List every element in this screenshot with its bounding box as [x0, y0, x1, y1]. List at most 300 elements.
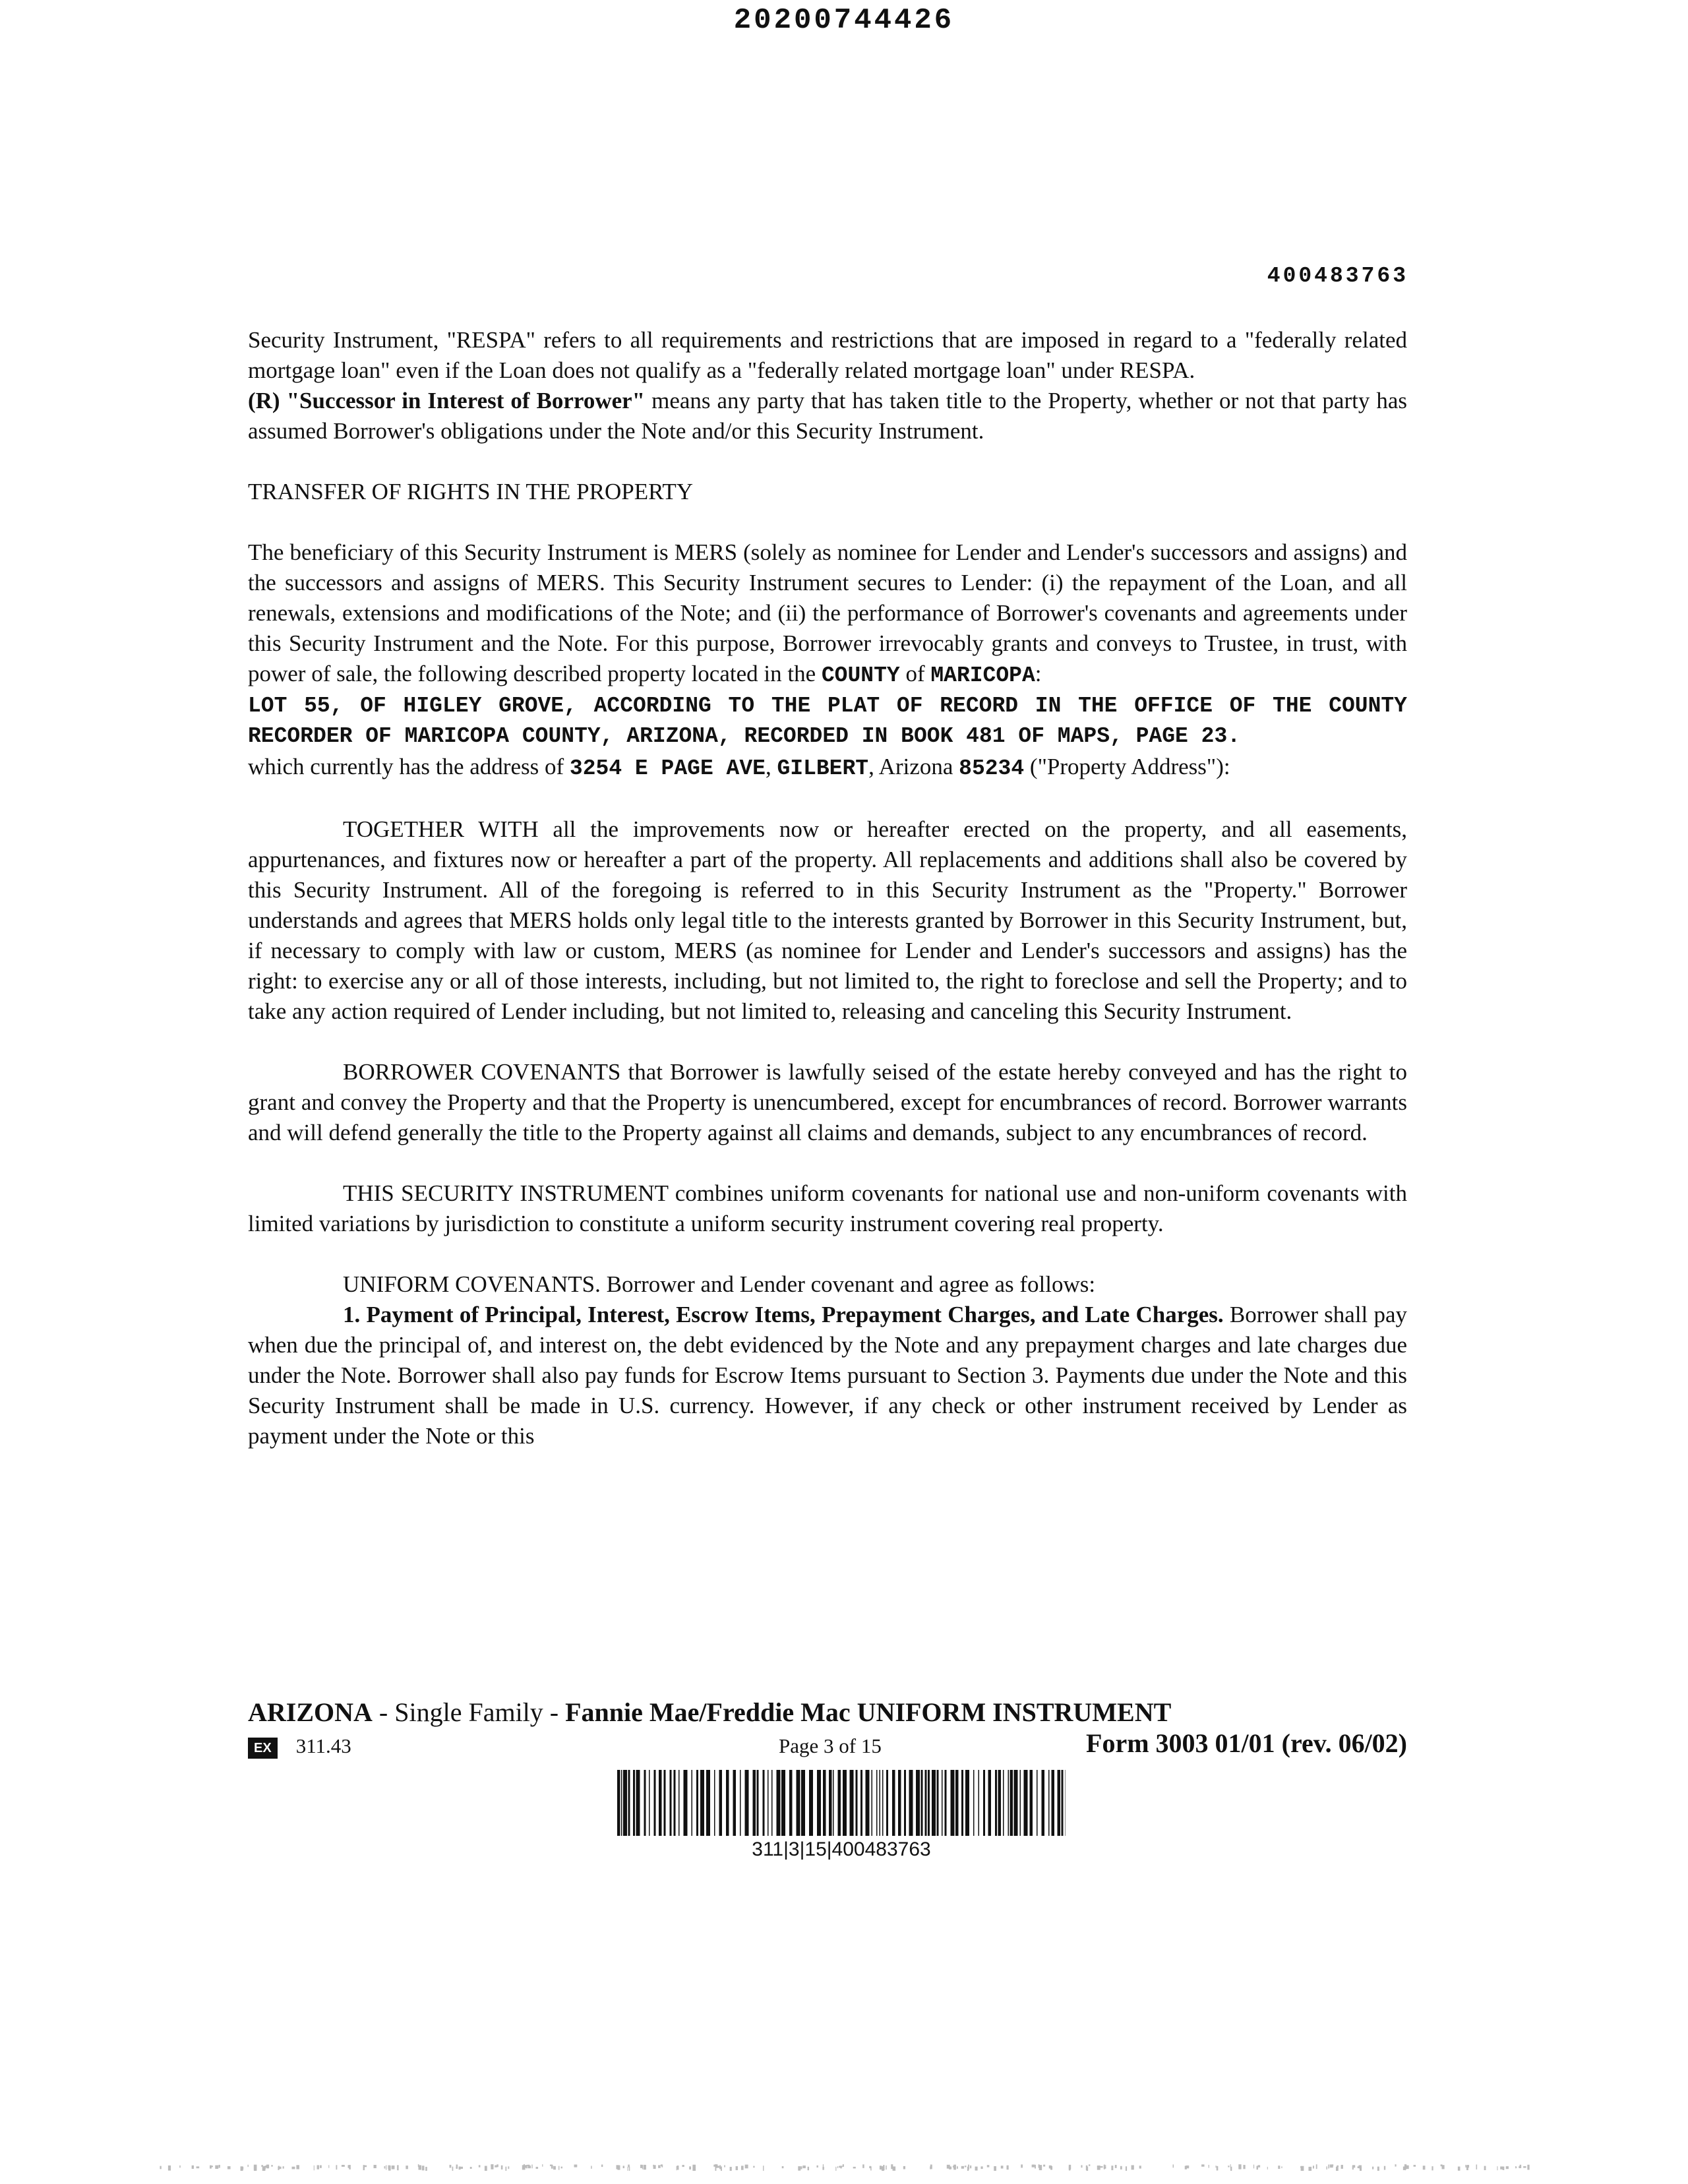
barcode-bar: [838, 1770, 841, 1836]
scan-artifact-mark: [1050, 2166, 1052, 2170]
scan-artifact-mark: [1032, 2165, 1035, 2168]
scan-artifact-mark: [553, 2166, 556, 2169]
scan-artifact-mark: [1230, 2167, 1232, 2171]
scan-artifact-mark: [1100, 2166, 1102, 2168]
scan-artifact-mark: [459, 2166, 461, 2169]
scan-artifact-mark: [348, 2165, 351, 2168]
barcode-bar: [988, 1770, 992, 1836]
scan-artifact-mark: [689, 2166, 691, 2169]
scan-artifact-mark: [975, 2167, 978, 2171]
barcode-bar: [1024, 1770, 1028, 1836]
barcode-bar: [670, 1770, 672, 1836]
scan-artifact-mark: [1465, 2165, 1466, 2168]
scan-artifact-mark: [215, 2166, 218, 2169]
scan-artifact-mark: [267, 2165, 268, 2167]
scan-artifact-mark: [317, 2165, 319, 2169]
scan-artifact-mark: [1337, 2166, 1339, 2167]
scan-artifact-mark: [1458, 2167, 1461, 2171]
barcode-bar: [757, 1770, 759, 1836]
scan-artifact-mark: [967, 2167, 969, 2171]
scan-artifact-mark: [1441, 2164, 1443, 2166]
barcode-bar: [892, 1770, 895, 1836]
scan-artifact-mark: [1326, 2166, 1327, 2169]
scan-artifact-mark: [957, 2166, 958, 2169]
barcode-bar: [768, 1770, 769, 1836]
scan-artifact-mark: [1043, 2165, 1045, 2167]
scan-artifact-mark: [1506, 2166, 1509, 2169]
barcode-bar: [1048, 1770, 1050, 1836]
barcode-bar: [700, 1770, 704, 1836]
scan-artifact-mark: [965, 2166, 967, 2167]
section-1-paragraph: [248, 1300, 1407, 1451]
scan-artifact-mark: [342, 2165, 345, 2167]
scan-artifact-mark: [524, 2164, 525, 2166]
street-address: 3254 E PAGE AVE: [569, 756, 766, 781]
scan-artifact-mark: [1097, 2166, 1100, 2170]
barcode-bar: [678, 1770, 680, 1836]
barcode-bar: [674, 1770, 676, 1836]
scan-artifact-mark: [1131, 2165, 1134, 2169]
scan-artifact-mark: [320, 2166, 322, 2168]
scan-artifact-mark: [242, 2167, 244, 2169]
scan-artifact-mark: [1258, 2165, 1261, 2167]
scan-artifact-mark: [1336, 2167, 1339, 2171]
scan-artifact-mark: [296, 2165, 299, 2169]
scan-artifact-mark: [528, 2165, 530, 2166]
scan-artifact-mark: [1104, 2167, 1106, 2169]
barcode-bar: [925, 1770, 927, 1836]
scan-artifact-mark: [501, 2166, 503, 2169]
barcode-bar: [714, 1770, 715, 1836]
footer-instrument-line: [248, 1697, 1171, 1728]
beneficiary-text: The beneficiary of this Security Instrument is MERS (solely as nominee for Lender and Lender's successors and assigns) and the successors and assigns of MERS. This Security Instrument secures to Lender: (i) the repayment of the Loan, and all renewals, extensions and modifications of the Note; and (ii) the performance of Borrower's covenants and agreements under this Security Instrument and the Note. For this purpose, Borrower irrevocably grants and conveys to Trustee, in trust, with power of sale, the following described property located in the: [248, 539, 1407, 686]
scan-artifact-mark: [692, 2165, 696, 2167]
scan-artifact-line: [158, 2164, 1530, 2171]
scan-artifact-mark: [1467, 2166, 1468, 2168]
barcode-bar: [880, 1770, 881, 1836]
scan-artifact-mark: [1519, 2166, 1521, 2168]
scan-artifact-mark: [314, 2166, 315, 2171]
scan-artifact-mark: [1120, 2166, 1122, 2169]
scan-artifact-mark: [661, 2164, 662, 2166]
barcode-bar: [856, 1770, 858, 1836]
scan-artifact-mark: [1384, 2166, 1385, 2170]
scan-artifact-mark: [505, 2167, 506, 2171]
scan-artifact-mark: [601, 2164, 603, 2167]
transfer-heading: TRANSFER OF RIGHTS IN THE PROPERTY: [248, 479, 693, 504]
scan-artifact-mark: [561, 2167, 562, 2169]
barcode-bar: [866, 1770, 870, 1836]
barcode-bar: [777, 1770, 781, 1836]
scan-artifact-mark: [798, 2166, 800, 2171]
successor-definition: means any party that has taken title to the Property, whether or not that party has assumed Borrower's obligations under the Note and/or this Security Instrument.: [248, 388, 1407, 444]
scan-artifact-mark: [160, 2166, 161, 2169]
barcode-bar: [942, 1770, 943, 1836]
barcode-bar: [916, 1770, 920, 1836]
scan-artifact-mark: [1316, 2164, 1317, 2169]
uniform-covenants-paragraph: UNIFORM COVENANTS. Borrower and Lender covenant and agree as follows:: [343, 1271, 1096, 1297]
scan-artifact-mark: [456, 2167, 457, 2169]
barcode-bar: [1062, 1770, 1064, 1836]
form-number: Form 3003 01/01 (rev. 06/02): [1086, 1728, 1407, 1758]
scan-artifact-mark: [816, 2166, 818, 2168]
barcode-bar: [719, 1770, 723, 1836]
scan-artifact-mark: [658, 2165, 661, 2168]
barcode-bar: [633, 1770, 635, 1836]
barcode-bar: [921, 1770, 923, 1836]
scan-artifact-mark: [970, 2166, 971, 2168]
scan-artifact-mark: [1115, 2165, 1117, 2168]
scan-artifact-mark: [1358, 2165, 1362, 2168]
scan-artifact-mark: [628, 2165, 630, 2168]
scan-artifact-mark: [227, 2166, 231, 2169]
scan-artifact-mark: [870, 2166, 871, 2170]
scan-artifact-mark: [1086, 2166, 1087, 2170]
barcode-bar: [692, 1770, 693, 1836]
scan-artifact-mark: [1527, 2165, 1529, 2170]
barcode-bar: [876, 1770, 878, 1836]
scan-artifact-mark: [531, 2164, 532, 2168]
barcode-bar: [628, 1770, 630, 1836]
barcode-bar: [995, 1770, 997, 1836]
property-address-line: [248, 752, 1407, 784]
scan-artifact-mark: [508, 2166, 509, 2169]
barcode-bar: [636, 1770, 640, 1836]
scan-artifact-mark: [574, 2165, 578, 2168]
barcode-bar: [850, 1770, 854, 1836]
barcode-bar: [945, 1770, 947, 1836]
scan-artifact-mark: [1267, 2167, 1268, 2169]
scan-artifact-mark: [450, 2165, 452, 2168]
scan-artifact-mark: [987, 2165, 990, 2167]
scan-artifact-mark: [1313, 2166, 1314, 2168]
barcode-bar: [979, 1770, 980, 1836]
scan-artifact-mark: [1243, 2165, 1245, 2169]
scan-artifact-mark: [550, 2165, 553, 2166]
barcode-bar: [740, 1770, 741, 1836]
barcode-bar: [860, 1770, 862, 1836]
scan-artifact-mark: [1328, 2164, 1329, 2168]
scan-artifact-mark: [1089, 2164, 1090, 2166]
scan-artifact-mark: [1503, 2167, 1505, 2170]
scan-artifact-mark: [719, 2165, 721, 2169]
scan-artifact-mark: [953, 2166, 954, 2167]
barcode-bar: [644, 1770, 646, 1836]
scan-artifact-mark: [1238, 2164, 1241, 2169]
scan-artifact-mark: [479, 2165, 481, 2167]
scan-artifact-mark: [261, 2165, 262, 2167]
barcode-icon: [617, 1770, 1066, 1836]
scan-artifact-mark: [364, 2166, 367, 2168]
barcode-bar: [1042, 1770, 1045, 1836]
barcode-bar: [733, 1770, 737, 1836]
scan-artifact-mark: [753, 2166, 754, 2168]
barcode-bar: [961, 1770, 963, 1836]
scan-artifact-mark: [891, 2164, 893, 2169]
scan-artifact-mark: [692, 2166, 696, 2171]
state-text: , Arizona: [868, 754, 959, 779]
scan-artifact-mark: [271, 2165, 272, 2167]
barcode-bar: [998, 1770, 1002, 1836]
scan-artifact-mark: [1414, 2165, 1416, 2167]
scan-artifact-mark: [1001, 2166, 1004, 2168]
scan-artifact-mark: [822, 2167, 824, 2170]
scan-artifact-mark: [763, 2166, 764, 2171]
barcode-bar: [649, 1770, 650, 1836]
barcode-bar: [898, 1770, 901, 1836]
scan-artifact-mark: [1281, 2166, 1282, 2168]
scan-artifact-mark: [823, 2164, 824, 2167]
barcode-bar: [797, 1770, 800, 1836]
scan-artifact-mark: [1111, 2166, 1113, 2170]
scan-artifact-mark: [1423, 2166, 1426, 2169]
ellie-mae-logo-icon: EX: [248, 1738, 278, 1759]
scan-artifact-mark: [1007, 2166, 1009, 2170]
of-word: of: [899, 661, 931, 686]
scan-artifact-mark: [1278, 2166, 1280, 2169]
page-number: Page 3 of 15: [779, 1734, 882, 1757]
barcode-bar: [882, 1770, 884, 1836]
barcode-bar: [664, 1770, 666, 1836]
scan-artifact-mark: [880, 2166, 882, 2169]
scan-artifact-mark: [536, 2167, 538, 2169]
footer-state: ARIZONA: [248, 1697, 373, 1727]
barcode-bar: [684, 1770, 688, 1836]
scan-artifact-mark: [1185, 2166, 1187, 2169]
scan-artifact-mark: [1308, 2167, 1311, 2171]
scan-artifact-mark: [1372, 2167, 1373, 2169]
scan-artifact-mark: [800, 2166, 802, 2169]
scan-artifact-mark: [485, 2166, 487, 2171]
county-type: COUNTY: [821, 663, 900, 688]
barcode-bar: [928, 1770, 930, 1836]
barcode-bar: [623, 1770, 627, 1836]
scan-artifact-mark: [745, 2165, 748, 2169]
barcode-bar: [823, 1770, 826, 1836]
beneficiary-paragraph: [248, 537, 1407, 691]
scan-artifact-mark: [653, 2165, 656, 2169]
barcode-bar: [1010, 1770, 1013, 1836]
barcode-bar: [706, 1770, 710, 1836]
scan-artifact-mark: [808, 2167, 809, 2170]
scan-artifact-mark: [491, 2164, 493, 2169]
barcode-bar: [872, 1770, 873, 1836]
zip-code: 85234: [959, 756, 1025, 781]
scan-artifact-mark: [1173, 2164, 1174, 2168]
barcode-bar: [621, 1770, 622, 1836]
footer-form-line: [248, 1730, 1407, 1763]
scan-artifact-mark: [1217, 2166, 1219, 2171]
colon: :: [1035, 661, 1042, 686]
scan-artifact-mark: [617, 2165, 619, 2169]
scan-artifact-mark: [1395, 2164, 1396, 2166]
barcode-bar: [696, 1770, 698, 1836]
address-suffix: ("Property Address"):: [1024, 754, 1230, 779]
barcode-bar: [617, 1770, 620, 1836]
scan-artifact-mark: [1341, 2165, 1343, 2169]
barcode-bar: [983, 1770, 985, 1836]
barcode-bar: [1014, 1770, 1018, 1836]
scan-artifact-mark: [283, 2166, 284, 2168]
scan-artifact-mark: [1228, 2166, 1229, 2167]
scan-artifact-mark: [169, 2167, 171, 2168]
scan-artifact-mark: [542, 2164, 543, 2167]
scan-artifact-mark: [262, 2167, 266, 2171]
barcode-bar: [886, 1770, 888, 1836]
scan-artifact-mark: [1069, 2166, 1071, 2170]
scan-artifact-mark: [741, 2166, 744, 2169]
scan-artifact-mark: [715, 2166, 716, 2171]
scan-artifact-mark: [730, 2167, 732, 2171]
scan-artifact-mark: [724, 2165, 725, 2167]
scan-artifact-mark: [682, 2165, 684, 2167]
scan-artifact-mark: [254, 2165, 257, 2170]
barcode-bar: [1020, 1770, 1021, 1836]
scan-artifact-mark: [397, 2165, 398, 2170]
scan-artifact-mark: [644, 2165, 646, 2169]
barcode-bar: [932, 1770, 936, 1836]
barcode-bar: [829, 1770, 832, 1836]
scan-artifact-mark: [425, 2167, 427, 2171]
scan-artifact-mark: [862, 2164, 864, 2168]
scan-artifact-mark: [495, 2166, 497, 2168]
scan-artifact-mark: [994, 2166, 996, 2171]
scan-artifact-mark: [1215, 2166, 1216, 2168]
scan-artifact-mark: [1139, 2166, 1141, 2168]
barcode-bar: [955, 1770, 959, 1836]
barcode-bar: [965, 1770, 969, 1836]
scan-artifact-mark: [406, 2166, 408, 2169]
scan-artifact-mark: [1021, 2164, 1023, 2168]
scan-artifact-mark: [1035, 2165, 1036, 2169]
scan-artifact-mark: [1523, 2166, 1526, 2168]
scan-artifact-mark: [328, 2165, 329, 2168]
barcode-bar: [1030, 1770, 1033, 1836]
together-with-paragraph: TOGETHER WITH all the improvements now or hereafter erected on the property, and all easements, appurtenances, and fixtures now or hereafter a part of the property. All replacements and additions shall also be covered by this Security Instrument. All of the foregoing is referred to in this Security Instrument as the "Property." Borrower understands and agrees that MERS holds only legal title to the interests granted by Borrower in this Security Instrument, but, if necessary to comply with law or custom, MERS (as nominee for Lender and Lender's successors and assigns) has the right: to exercise any or all of those interests, including, but not limited to, the right to foreclose and sell the Property; and to take any action required of Lender including, but not limited to, releasing and canceling this Security Instrument.: [248, 816, 1407, 1024]
scan-artifact-mark: [949, 2167, 951, 2169]
scan-artifact-mark: [835, 2167, 836, 2171]
scan-artifact-mark: [736, 2166, 738, 2170]
barcode-bar: [843, 1770, 847, 1836]
scan-artifact-mark: [1406, 2166, 1409, 2169]
scan-artifact-mark: [1039, 2164, 1040, 2168]
security-instrument-paragraph: THIS SECURITY INSTRUMENT combines uniform covenants for national use and non-uniform covenants with limited variations by jurisdiction to constitute a uniform security instrument covering real property.: [248, 1180, 1407, 1236]
barcode-bar: [726, 1770, 729, 1836]
scan-artifact-mark: [192, 2166, 194, 2169]
barcode-bar: [753, 1770, 756, 1836]
form-code: 311.43: [295, 1734, 351, 1757]
barcode-bar: [1037, 1770, 1038, 1836]
scan-artifact-mark: [179, 2166, 181, 2168]
form-code-group: [248, 1734, 351, 1759]
borrower-covenants-paragraph: BORROWER COVENANTS that Borrower is lawfully seised of the estate hereby conveyed and has the right to grant and convey the Property and that the Property is unencumbered, except for encumbrances of record. Borrower warrants and will defend generally the title to the Property against all claims and demands, subject to any encumbrances of record.: [248, 1059, 1407, 1145]
recording-number: 20200744426: [733, 4, 955, 37]
scan-artifact-mark: [1476, 2164, 1478, 2169]
scan-artifact-mark: [422, 2166, 425, 2170]
scan-artifact-mark: [558, 2166, 559, 2170]
county-name: MARICOPA: [930, 663, 1035, 688]
scan-artifact-mark: [292, 2167, 295, 2169]
barcode-bar: [1003, 1770, 1004, 1836]
scan-artifact-mark: [374, 2165, 377, 2168]
barcode-bar: [763, 1770, 765, 1836]
barcode-bar: [937, 1770, 939, 1836]
barcode-bar: [781, 1770, 785, 1836]
scan-artifact-mark: [1352, 2166, 1354, 2170]
scan-artifact-mark: [961, 2166, 964, 2169]
scan-artifact-mark: [1081, 2165, 1082, 2168]
scan-artifact-mark: [526, 2165, 528, 2168]
barcode-bar: [745, 1770, 749, 1836]
address-comma: ,: [765, 754, 777, 779]
barcode-bar: [909, 1770, 913, 1836]
footer-instrument: Fannie Mae/Freddie Mac UNIFORM INSTRUMENT: [565, 1697, 1172, 1727]
respa-paragraph: Security Instrument, "RESPA" refers to all requirements and restrictions that are imposed in regard to a "federally related mortgage loan" even if the Loan does not qualify as a "federally related mortgage loan" under RESPA.: [248, 327, 1407, 383]
city: GILBERT: [777, 756, 869, 781]
scan-artifact-mark: [1377, 2167, 1379, 2171]
scan-artifact-mark: [1253, 2165, 1254, 2169]
barcode-bar: [833, 1770, 834, 1836]
barcode-bar: [809, 1770, 813, 1836]
scan-artifact-mark: [721, 2166, 722, 2171]
scan-artifact-mark: [782, 2166, 784, 2168]
barcode-bar: [951, 1770, 955, 1836]
scan-artifact-mark: [802, 2166, 806, 2168]
scan-artifact-mark: [980, 2166, 982, 2169]
scan-artifact-mark: [1201, 2164, 1204, 2166]
scan-artifact-mark: [218, 2165, 220, 2168]
successor-term: (R) "Successor in Interest of Borrower": [248, 388, 646, 413]
scan-artifact-mark: [1432, 2166, 1433, 2170]
scan-artifact-mark: [1126, 2166, 1127, 2171]
scan-artifact-mark: [640, 2165, 642, 2168]
scan-artifact-mark: [210, 2166, 212, 2169]
barcode-bar: [659, 1770, 662, 1836]
scan-artifact-mark: [1515, 2166, 1516, 2168]
barcode-bar: [1008, 1770, 1010, 1836]
barcode-bar: [1052, 1770, 1055, 1836]
scan-artifact-mark: [336, 2165, 337, 2169]
scan-artifact-mark: [522, 2165, 526, 2169]
scan-artifact-mark: [196, 2166, 200, 2168]
section-1-text: Borrower shall pay when due the principal of, and interest on, the debt evidenced by the Note and any prepayment charges and late charges due under the Note. Borrower shall also pay funds for Escrow Items pursuant to Section 3. Payments due under the Note and this Security Instrument shall be made in U.S. currency. However, if any check or other instrument received by Lender as payment under the Note or this: [248, 1302, 1408, 1449]
barcode-bar: [789, 1770, 793, 1836]
scan-artifact-mark: [883, 2165, 884, 2170]
scan-artifact-mark: [388, 2166, 390, 2169]
scan-artifact-mark: [279, 2167, 281, 2169]
footer-family: - Single Family -: [372, 1697, 566, 1727]
document-body: [248, 325, 1407, 1451]
loan-number: 400483763: [1267, 264, 1408, 288]
legal-description: LOT 55, OF HIGLEY GROVE, ACCORDING TO THE PLAT OF RECORD IN THE OFFICE OF THE COUNTY RECORDER OF MARICOPA COUNTY, ARIZONA, RECORDED IN BOOK 481 OF MAPS, PAGE 23.: [248, 694, 1407, 748]
scan-artifact-mark: [392, 2166, 395, 2169]
address-prefix: which currently has the address of: [248, 754, 570, 779]
scan-artifact-mark: [1330, 2164, 1333, 2168]
barcode-text: 311|3|15|400483763: [752, 1838, 931, 1860]
scan-artifact-mark: [247, 2165, 248, 2167]
scan-artifact-mark: [903, 2166, 905, 2169]
scan-artifact-mark: [452, 2167, 454, 2171]
barcode-bar: [973, 1770, 975, 1836]
barcode-bar: [904, 1770, 906, 1836]
barcode-bar: [771, 1770, 773, 1836]
section-1-title: 1. Payment of Principal, Interest, Escrow Items, Prepayment Charges, and Late Charges.: [343, 1302, 1224, 1327]
successor-paragraph: [248, 386, 1407, 446]
scan-artifact-mark: [853, 2167, 856, 2169]
barcode-bar: [1058, 1770, 1061, 1836]
scan-artifact-mark: [384, 2166, 386, 2169]
scan-artifact-mark: [843, 2164, 844, 2167]
